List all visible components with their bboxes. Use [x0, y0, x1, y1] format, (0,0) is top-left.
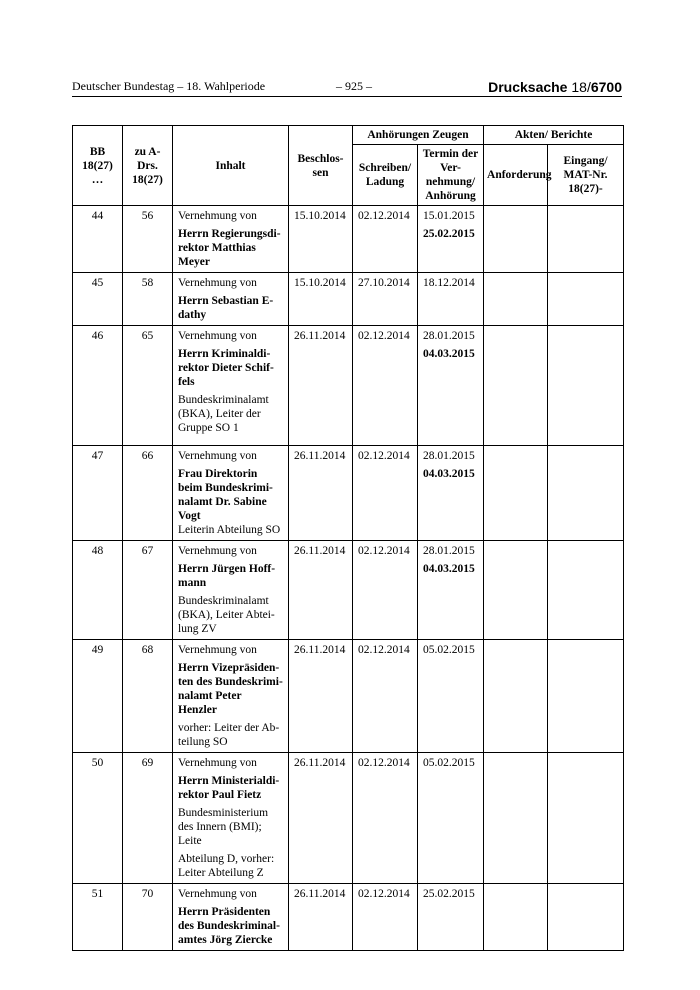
inhalt-name: Herrn Sebastian E-dathy: [178, 295, 274, 321]
inhalt-intro: Vernehmung von: [178, 330, 257, 342]
cell-zu: 56: [123, 206, 173, 273]
inhalt-intro: Vernehmung von: [178, 888, 257, 900]
inhalt-name: Herrn Präsidenten des Bundeskriminal-amtes Jörg Ziercke: [178, 906, 280, 946]
cell-bb: 44: [73, 206, 123, 273]
cell-bb: 49: [73, 640, 123, 753]
cell-inhalt: [173, 753, 289, 884]
termin-first: 28.01.2015: [423, 330, 475, 342]
cell-inhalt: [173, 884, 289, 951]
document-label: Drucksache: [488, 79, 568, 95]
termin-second: 25.02.2015: [423, 228, 475, 240]
table-row: [73, 326, 624, 446]
cell-eingang: [548, 541, 624, 640]
cell-schreiben: 02.12.2014: [353, 884, 418, 951]
col-header-beschlossen: Beschlos-sen: [289, 126, 353, 206]
inhalt-detail: Bundeskriminalamt (BKA), Leiter der Gruppe SO 1: [178, 394, 269, 434]
cell-zu: 65: [123, 326, 173, 446]
document-number-light: 18/: [567, 79, 591, 95]
inhalt-detail: Bundeskriminalamt (BKA), Leiter Abtei-lung ZV: [178, 595, 275, 635]
col-header-inhalt: Inhalt: [173, 126, 289, 206]
page-header: [72, 80, 622, 97]
witness-table: [72, 125, 624, 951]
document-number: [488, 79, 622, 95]
table-row: [73, 884, 624, 951]
table-row: [73, 446, 624, 541]
cell-termin: [418, 273, 484, 326]
col-header-termin: Termin der Ver-nehmung/ Anhörung: [418, 145, 484, 206]
table-row: [73, 541, 624, 640]
cell-zu: 58: [123, 273, 173, 326]
inhalt-detail: Leiterin Abteilung SO: [178, 524, 281, 536]
cell-termin: [418, 326, 484, 446]
col-header-akten: Akten/ Berichte: [484, 126, 624, 145]
cell-termin: [418, 206, 484, 273]
cell-beschlossen: 26.11.2014: [289, 446, 353, 541]
termin-first: 05.02.2015: [423, 757, 475, 769]
cell-zu: 70: [123, 884, 173, 951]
col-header-anhoerungen: Anhörungen Zeugen: [353, 126, 484, 145]
cell-inhalt: [173, 640, 289, 753]
cell-beschlossen: 26.11.2014: [289, 753, 353, 884]
cell-schreiben: 27.10.2014: [353, 273, 418, 326]
inhalt-intro: Vernehmung von: [178, 545, 257, 557]
cell-schreiben: 02.12.2014: [353, 446, 418, 541]
inhalt-intro: Vernehmung von: [178, 277, 257, 289]
cell-beschlossen: 15.10.2014: [289, 273, 353, 326]
cell-eingang: [548, 753, 624, 884]
cell-beschlossen: 26.11.2014: [289, 884, 353, 951]
cell-zu: 67: [123, 541, 173, 640]
col-header-eingang: Eingang/ MAT-Nr. 18(27)-: [548, 145, 624, 206]
termin-first: 18.12.2014: [423, 277, 475, 289]
termin-second: 04.03.2015: [423, 563, 475, 575]
table-row: [73, 206, 624, 273]
col-header-zu: zu A-Drs. 18(27): [123, 126, 173, 206]
inhalt-name: Herrn Kriminaldi-rektor Dieter Schif-fels: [178, 348, 274, 388]
inhalt-intro: Vernehmung von: [178, 644, 257, 656]
inhalt-name: Frau Direktorin beim Bundeskrimi-nalamt Dr. Sabine Vogt: [178, 468, 273, 522]
inhalt-intro: Vernehmung von: [178, 757, 257, 769]
termin-first: 28.01.2015: [423, 545, 475, 557]
table-row: [73, 640, 624, 753]
cell-zu: 66: [123, 446, 173, 541]
inhalt-detail: Bundesministerium des Innern (BMI); Leite: [178, 807, 269, 847]
cell-termin: [418, 753, 484, 884]
table-row: [73, 753, 624, 884]
cell-bb: 45: [73, 273, 123, 326]
cell-eingang: [548, 273, 624, 326]
inhalt-intro: Vernehmung von: [178, 450, 257, 462]
cell-inhalt: [173, 326, 289, 446]
inhalt-intro: Vernehmung von: [178, 210, 257, 222]
cell-termin: [418, 446, 484, 541]
termin-first: 15.01.2015: [423, 210, 475, 222]
cell-eingang: [548, 884, 624, 951]
cell-anforderung: [484, 326, 548, 446]
cell-anforderung: [484, 884, 548, 951]
page-number: – 925 –: [336, 79, 372, 93]
cell-schreiben: 02.12.2014: [353, 640, 418, 753]
cell-anforderung: [484, 541, 548, 640]
inhalt-detail-2: Abteilung D, vorher: Leiter Abteilung Z: [178, 853, 275, 879]
cell-eingang: [548, 326, 624, 446]
cell-beschlossen: 26.11.2014: [289, 326, 353, 446]
cell-zu: 69: [123, 753, 173, 884]
cell-anforderung: [484, 640, 548, 753]
cell-bb: 50: [73, 753, 123, 884]
cell-inhalt: [173, 541, 289, 640]
cell-schreiben: 02.12.2014: [353, 206, 418, 273]
cell-beschlossen: 26.11.2014: [289, 541, 353, 640]
cell-inhalt: [173, 446, 289, 541]
cell-bb: 51: [73, 884, 123, 951]
cell-bb: 48: [73, 541, 123, 640]
inhalt-name: Herrn Jürgen Hoff-mann: [178, 563, 276, 589]
cell-bb: 46: [73, 326, 123, 446]
cell-termin: [418, 884, 484, 951]
cell-eingang: [548, 206, 624, 273]
cell-beschlossen: 15.10.2014: [289, 206, 353, 273]
inhalt-detail: vorher: Leiter der Ab-teilung SO: [178, 722, 280, 748]
termin-second: 04.03.2015: [423, 468, 475, 480]
cell-eingang: [548, 446, 624, 541]
cell-schreiben: 02.12.2014: [353, 541, 418, 640]
cell-bb: 47: [73, 446, 123, 541]
cell-inhalt: [173, 273, 289, 326]
col-header-bb: BB 18(27) …: [73, 126, 123, 206]
cell-schreiben: 02.12.2014: [353, 753, 418, 884]
cell-anforderung: [484, 273, 548, 326]
col-header-anforderung: Anforderung: [484, 145, 548, 206]
cell-inhalt: [173, 206, 289, 273]
cell-anforderung: [484, 446, 548, 541]
cell-anforderung: [484, 753, 548, 884]
termin-first: 28.01.2015: [423, 450, 475, 462]
table-row: [73, 273, 624, 326]
col-header-schreiben: Schreiben/ Ladung: [353, 145, 418, 206]
cell-termin: [418, 640, 484, 753]
cell-beschlossen: 26.11.2014: [289, 640, 353, 753]
termin-first: 05.02.2015: [423, 644, 475, 656]
cell-schreiben: 02.12.2014: [353, 326, 418, 446]
cell-zu: 68: [123, 640, 173, 753]
termin-first: 25.02.2015: [423, 888, 475, 900]
cell-termin: [418, 541, 484, 640]
termin-second: 04.03.2015: [423, 348, 475, 360]
header-publication: Deutscher Bundestag – 18. Wahlperiode: [72, 79, 266, 93]
cell-eingang: [548, 640, 624, 753]
inhalt-name: Herrn Vizepräsiden-ten des Bundeskrimi-nalamt Peter Henzler: [178, 662, 283, 716]
cell-anforderung: [484, 206, 548, 273]
inhalt-name: Herrn Ministerialdi-rektor Paul Fietz: [178, 775, 280, 801]
document-number-bold: 6700: [590, 79, 622, 95]
inhalt-name: Herrn Regierungsdi-rektor Matthias Meyer: [178, 228, 281, 268]
